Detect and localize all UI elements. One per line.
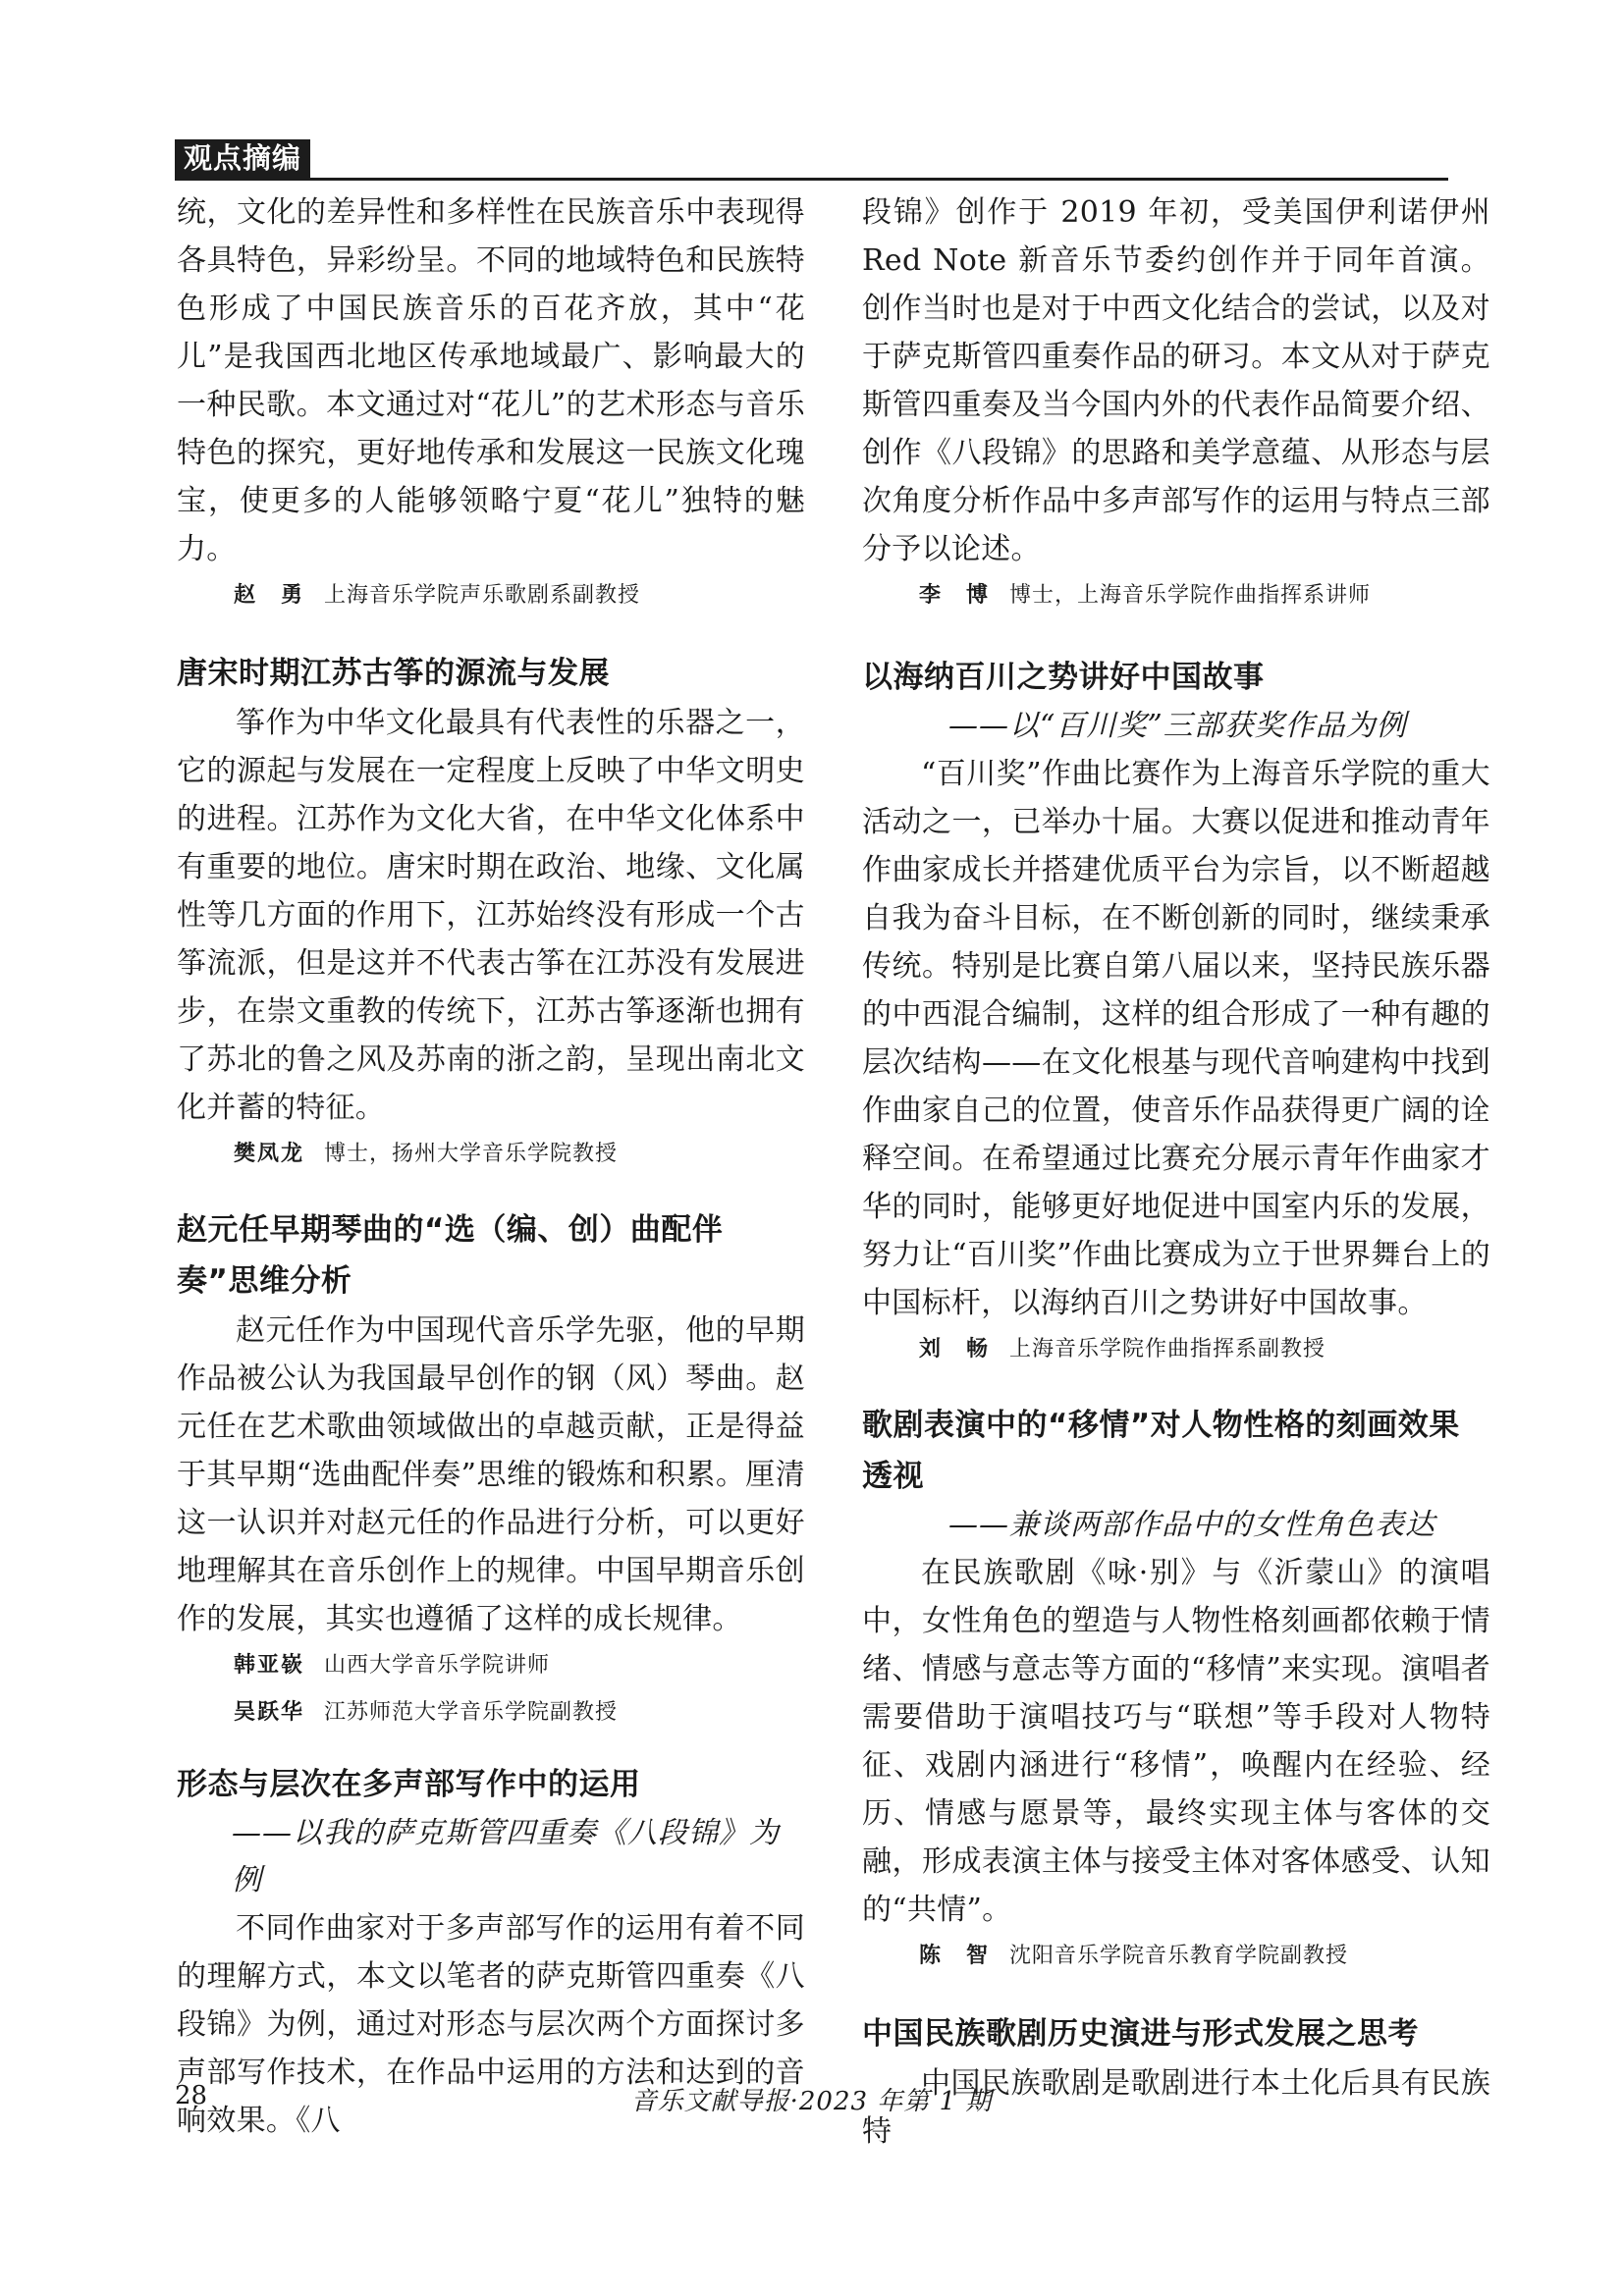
author-line bbox=[177, 579, 805, 613]
author-name: 吴跃华 bbox=[234, 1700, 305, 1725]
author-affiliation: 博士，上海音乐学院作曲指挥系讲师 bbox=[1009, 583, 1372, 608]
author-affiliation: 江苏师范大学音乐学院副教授 bbox=[324, 1700, 619, 1725]
article-body: 筝作为中华文化最具有代表性的乐器之一，它的源起与发展在一定程度上反映了中华文明史的进程。江苏作为文化大省，在中华文化体系中有重要的地位。唐宋时期在政治、地缘、文化属性等几方面的作用下，江苏始终没有形成一个古筝流派，但是这并不代表古筝在江苏没有发展进步，在崇文重教的传统下，江苏古筝逐渐也拥有了苏北的鲁之风及苏南的浙之韵，呈现出南北文化并蓄的特征。 bbox=[177, 706, 805, 1125]
article-title: 唐宋时期江苏古筝的源流与发展 bbox=[177, 656, 610, 691]
article-title: 形态与层次在多声部写作中的运用 bbox=[177, 1767, 641, 1802]
author-name: 樊凤龙 bbox=[234, 1142, 305, 1166]
author-affiliation: 博士，扬州大学音乐学院教授 bbox=[324, 1142, 619, 1166]
author-affiliation: 山西大学音乐学院讲师 bbox=[324, 1653, 551, 1678]
article-body: 统，文化的差异性和多样性在民族音乐中表现得各具特色，异彩纷呈。不同的地域特色和民族特色形成了中国民族音乐的百花齐放，其中“花儿”是我国西北地区传承地域最广、影响最大的一种民歌。本文通过对“花儿”的艺术形态与音乐特色的探究，更好地传承和发展这一民族文化瑰宝，使更多的人能够领略宁夏“花儿”独特的魅力。 bbox=[177, 195, 805, 566]
article-title: 中国民族歌剧历史演进与形式发展之思考 bbox=[862, 2016, 1419, 2052]
author-line bbox=[862, 1940, 1490, 1973]
author-affiliation: 上海音乐学院声乐歌剧系副教授 bbox=[324, 583, 641, 608]
page-footer bbox=[175, 2081, 1448, 2120]
section-header bbox=[175, 139, 310, 179]
section-tag: 观点摘编 bbox=[175, 139, 310, 179]
journal-name: 音乐文献导报·2023 年第 1 期 bbox=[630, 2087, 993, 2116]
author-name: 刘 畅 bbox=[919, 1337, 991, 1362]
article-body: 段锦》创作于 2019 年初，受美国伊利诺伊州 Red Note 新音乐节委约创作并于同年首演。创作当时也是对于中西文化结合的尝试，以及对于萨克斯管四重奏作品的研习。本文从对于萨克斯管四重奏及当今国内外的代表作品简要介绍、创作《八段锦》的思路和美学意蕴、从形态与层次角度分析作品中多声部写作的运用与特点三部分予以论述。 bbox=[862, 195, 1490, 566]
article-body: “百川奖”作曲比赛作为上海音乐学院的重大活动之一，已举办十届。大赛以促进和推动青年作曲家成长并搭建优质平台为宗旨，以不断超越自我为奋斗目标，在不断创新的同时，继续秉承传统。特别是比赛自第八届以来，坚持民族乐器的中西混合编制，这样的组合形成了一种有趣的层次结构——在文化根基与现代音响建构中找到作曲家自己的位置，使音乐作品获得更广阔的诠释空间。在希望通过比赛充分展示青年作曲家才华的同时，能够更好地促进中国室内乐的发展，努力让“百川奖”作曲比赛成为立于世界舞台上的中国标杆，以海纳百川之势讲好中国故事。 bbox=[862, 757, 1490, 1320]
article-title: 歌剧表演中的“移情”对人物性格的刻画效果透视 bbox=[862, 1408, 1460, 1494]
article-subtitle: ——以我的萨克斯管四重奏《八段锦》为例 bbox=[232, 1816, 780, 1897]
right-column bbox=[862, 188, 1490, 2156]
article-title: 以海纳百川之势讲好中国故事 bbox=[862, 660, 1265, 695]
article-subtitle: ——以“百川奖”三部获奖作品为例 bbox=[948, 709, 1407, 743]
article-body: 中国民族歌剧是歌剧进行本土化后具有民族特 bbox=[862, 2066, 1490, 2149]
article-subtitle: ——兼谈两部作品中的女性角色表达 bbox=[948, 1508, 1435, 1542]
author-line bbox=[177, 1696, 805, 1730]
article-body: 赵元任作为中国现代音乐学先驱，他的早期作品被公认为我国最早创作的钢（风）琴曲。赵元任在艺术歌曲领域做出的卓越贡献，正是得益于其早期“选曲配伴奏”思维的锻炼和积累。厘清这一认识并对赵元任的作品进行分析，可以更好地理解其在音乐创作上的规律。中国早期音乐创作的发展，其实也遵循了这样的成长规律。 bbox=[177, 1313, 805, 1636]
header-rule bbox=[175, 178, 1448, 181]
author-line bbox=[177, 1138, 805, 1171]
author-name: 赵 勇 bbox=[234, 583, 305, 608]
article-title: 赵元任早期琴曲的“选（编、创）曲配伴奏”思维分析 bbox=[177, 1212, 724, 1299]
article-body: 不同作曲家对于多声部写作的运用有着不同的理解方式，本文以笔者的萨克斯管四重奏《八段锦》为例，通过对形态与层次两个方面探讨多声部写作技术，在作品中运用的方法和达到的音响效果。《八 bbox=[177, 1911, 805, 2138]
author-name: 陈 智 bbox=[919, 1944, 991, 1968]
page-number: 28 bbox=[175, 2081, 208, 2110]
article-body: 在民族歌剧《咏·别》与《沂蒙山》的演唱中，女性角色的塑造与人物性格刻画都依赖于情绪、情感与意志等方面的“移情”来实现。演唱者需要借助于演唱技巧与“联想”等手段对人物特征、戏剧内涵进行“移情”，唤醒内在经验、经历、情感与愿景等，最终实现主体与客体的交融，形成表演主体与接受主体对客体感受、认知的“共情”。 bbox=[862, 1556, 1490, 1927]
author-affiliation: 上海音乐学院作曲指挥系副教授 bbox=[1009, 1337, 1326, 1362]
author-affiliation: 沈阳音乐学院音乐教育学院副教授 bbox=[1009, 1944, 1349, 1968]
author-name: 韩亚嵚 bbox=[234, 1653, 305, 1678]
author-name: 李 博 bbox=[919, 583, 991, 608]
author-line bbox=[862, 579, 1490, 613]
author-line bbox=[862, 1333, 1490, 1366]
left-column bbox=[177, 188, 805, 2145]
author-line bbox=[177, 1649, 805, 1682]
